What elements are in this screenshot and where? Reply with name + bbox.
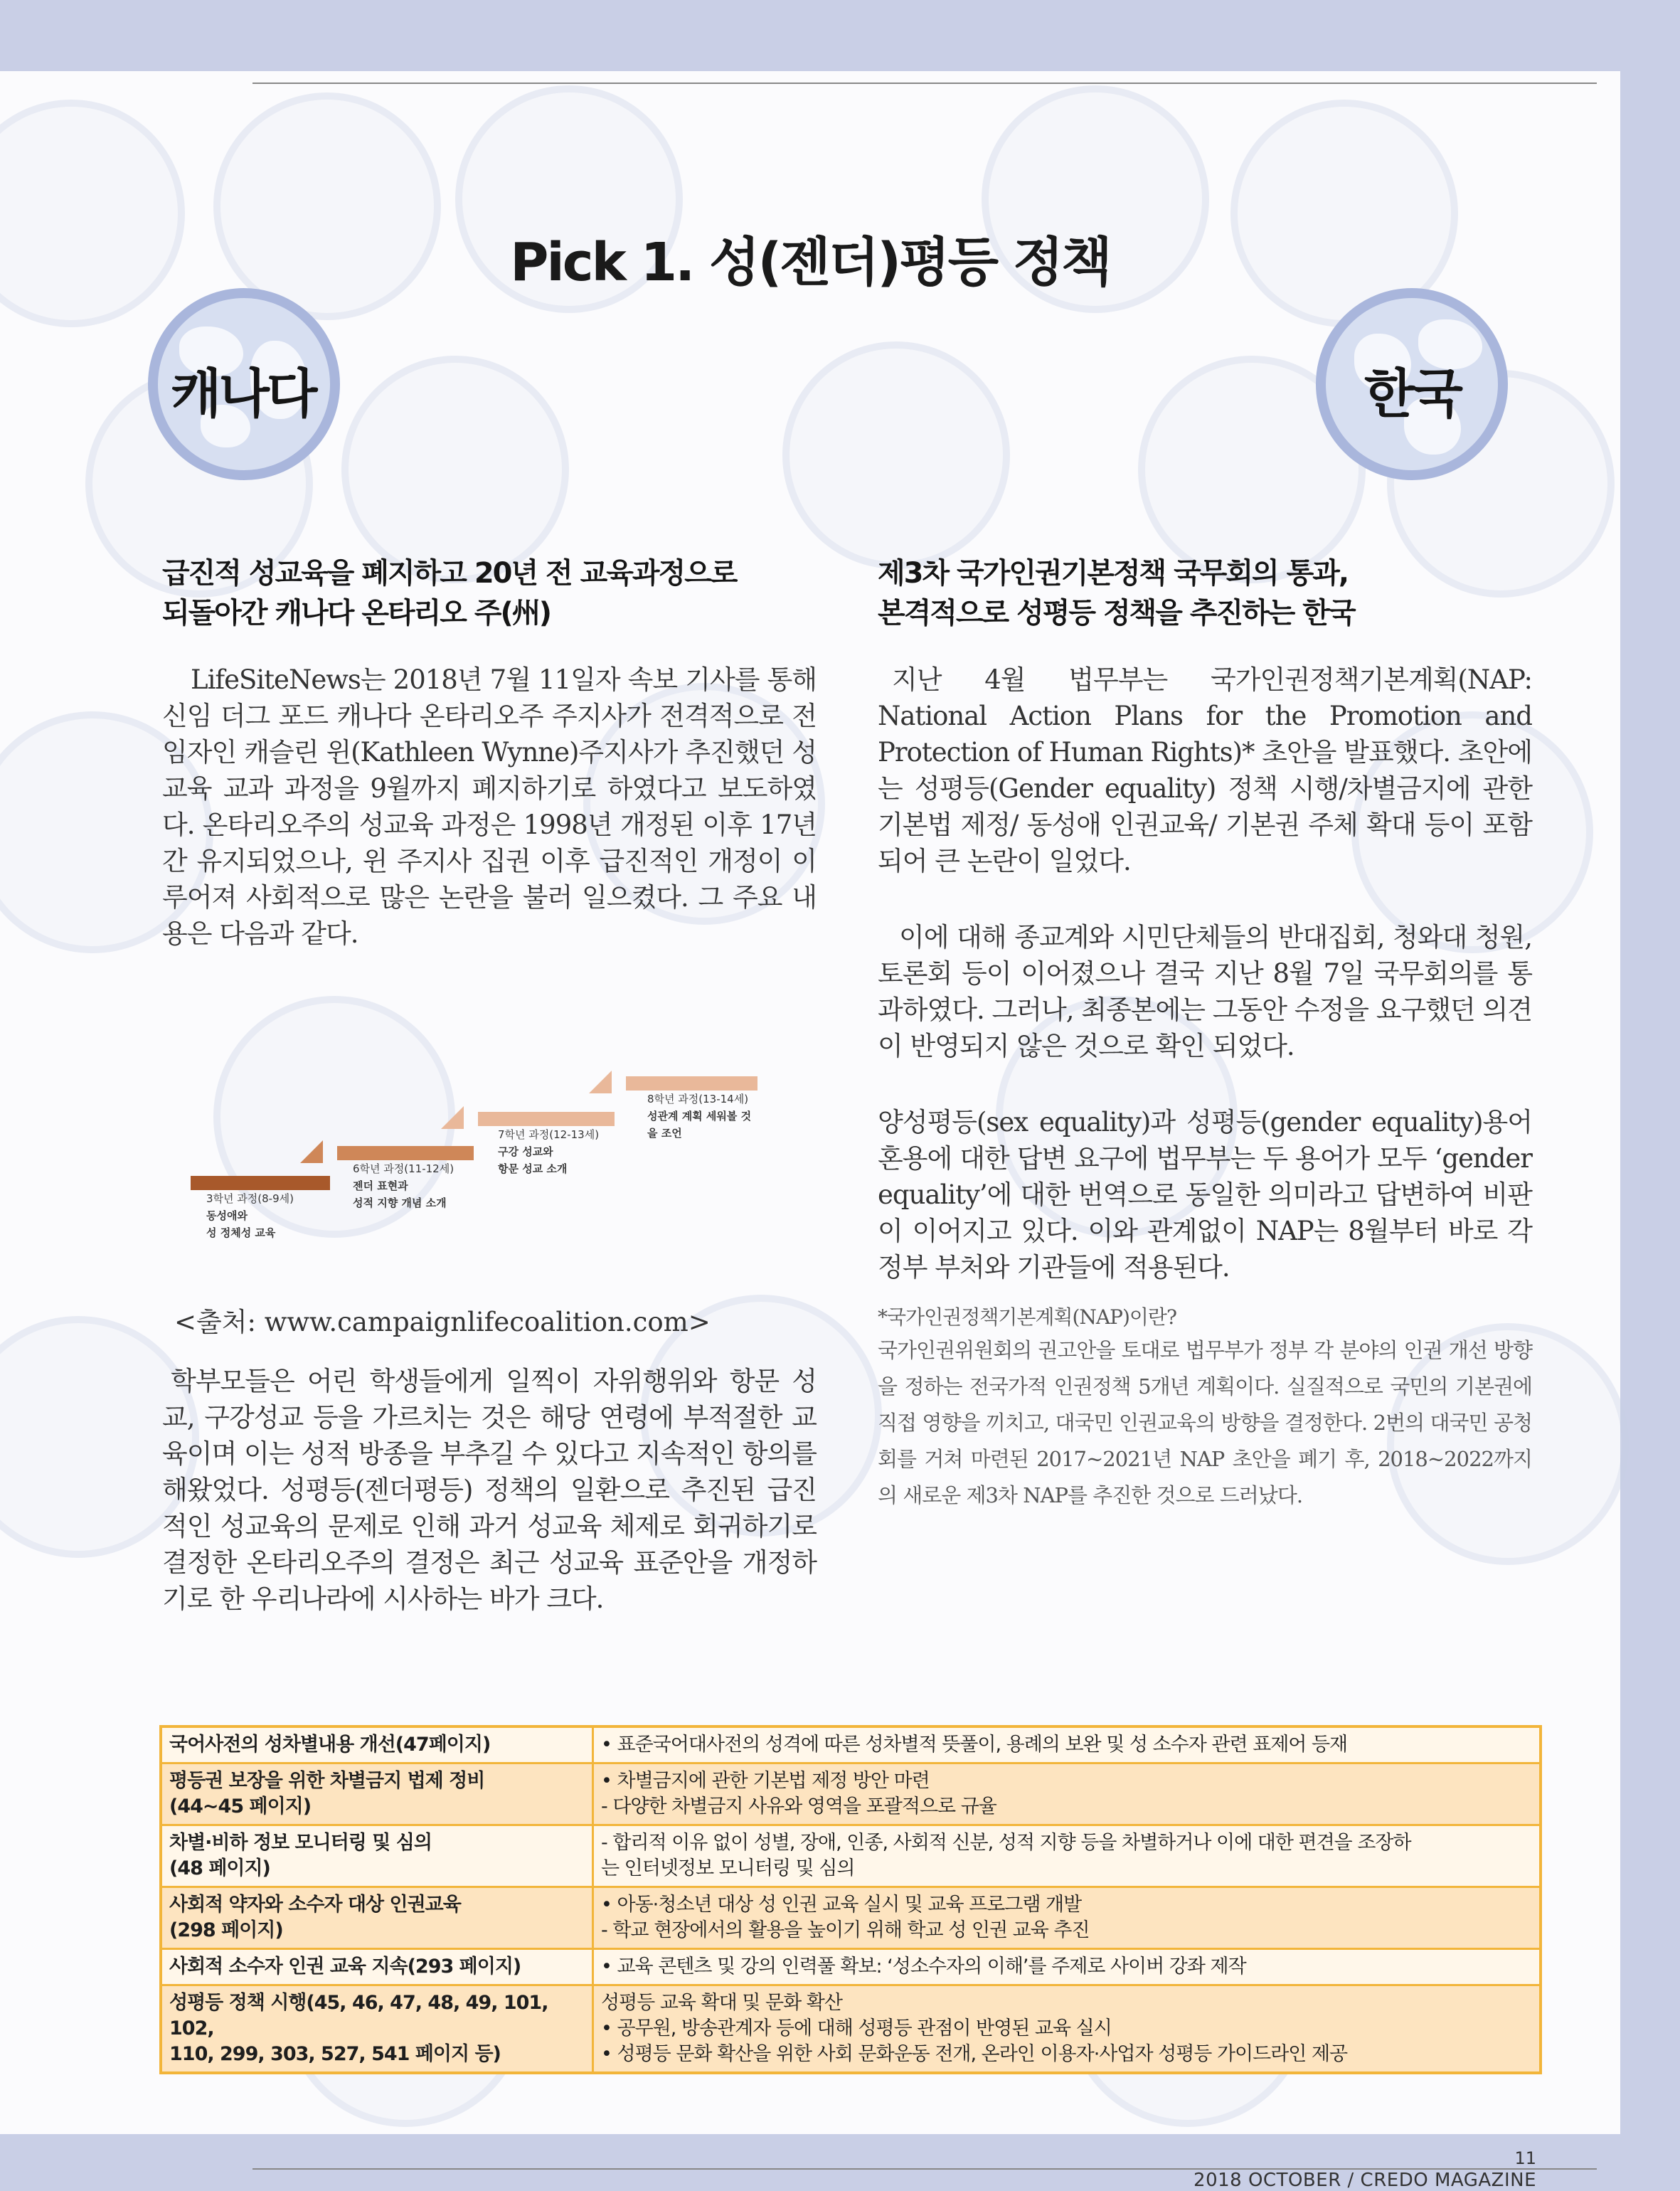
label-line: 평등권 보장을 위한 차별금지 법제 정비 xyxy=(169,1770,485,1792)
table-row-label xyxy=(161,1763,593,1825)
table-row-content xyxy=(593,1726,1541,1763)
table-row-content xyxy=(593,1825,1541,1887)
nap-note-text: 국가인권위원회의 권고안을 토대로 법무부가 정부 각 분야의 인권 개선 방향을 정하는 전국가적 인권정책 5개년 계획이다. 실질적으로 국민의 기본권에 직접 영향을 끼치고, 대국민 인권교육의 방향을 결정한다. 2번의 대국민 공청회를 거쳐 마련된 2017~2021년 NAP 초안을 폐기 후, 2018~2022까지의 새로운 제3차 NAP를 추진한 것으로 드러났다. xyxy=(878,1338,1532,1507)
step-8-topic-2: 을 조언 xyxy=(647,1127,682,1140)
step-7-triangle xyxy=(441,1106,464,1129)
content-line: • 교육 콘텐츠 및 강의 인력풀 확보: ‘성소수자의 이해’를 주제로 사이버 강좌 제작 xyxy=(601,1956,1246,1978)
label-line: (44~45 페이지) xyxy=(169,1795,312,1818)
table-row xyxy=(161,1887,1541,1949)
table-row-content xyxy=(593,1985,1541,2074)
step-6-topic-2: 성적 지향 개념 소개 xyxy=(353,1197,447,1209)
table-row-content xyxy=(593,1887,1541,1949)
step-3-bar xyxy=(191,1176,330,1190)
step-3-grade: 3학년 과정(8-9세) xyxy=(206,1192,294,1205)
label-line: (48 페이지) xyxy=(169,1857,270,1879)
step-6-text xyxy=(353,1160,495,1211)
right-paragraph-2: 이에 대해 종교계와 시민단체들의 반대집회, 청와대 청원, 토론회 등이 이어졌으나 결국 지난 8월 7일 국무회의를 통과하였다. 그러나, 최종본에는 그동안 수정을 요구했던 의견이 반영되지 않은 것으로 확인 되었다. xyxy=(878,922,1532,1061)
table-row xyxy=(161,1985,1541,2074)
content-line: - 다양한 차별금지 사유와 영역을 포괄적으로 규율 xyxy=(601,1795,996,1818)
table-row-content xyxy=(593,1763,1541,1825)
content-line: 는 인터넷정보 모니터링 및 심의 xyxy=(601,1857,855,1879)
badge-korea: 한국 xyxy=(1364,364,1460,425)
step-6-triangle xyxy=(300,1140,323,1163)
top-rule xyxy=(252,83,1597,84)
right-headline xyxy=(878,553,1561,633)
content-line: 성평등 교육 확대 및 문화 확산 xyxy=(601,1992,842,2014)
right-headline-line-1: 제3차 국가인권기본정책 국무회의 통과, xyxy=(878,557,1349,590)
footer-magazine-text: 2018 OCTOBER / CREDO MAGAZINE xyxy=(1193,2170,1536,2191)
left-headline-line-2: 되돌아간 캐나다 온타리오 주(州) xyxy=(162,597,551,630)
step-3-topic-1: 동성애와 xyxy=(206,1209,248,1222)
table-row-label xyxy=(161,1726,593,1763)
page-title: Pick 1. 성(젠더)평등 정책 xyxy=(510,232,1110,293)
table-row-label xyxy=(161,1985,593,2074)
step-8-grade: 8학년 과정(13-14세) xyxy=(647,1093,749,1105)
step-8-topic-1: 성관계 계획 세워볼 것 xyxy=(647,1110,752,1123)
policy-table xyxy=(159,1725,1542,2074)
step-6-grade: 6학년 과정(11-12세) xyxy=(353,1162,454,1175)
step-6-bar xyxy=(337,1146,474,1160)
table-row xyxy=(161,1763,1541,1825)
table-row xyxy=(161,1726,1541,1763)
table-row-label xyxy=(161,1949,593,1985)
step-7-text xyxy=(498,1126,633,1177)
content-line: • 공무원, 방송관계자 등에 대해 성평등 관점이 반영된 교육 실시 xyxy=(601,2017,1112,2039)
content-line: • 아동·청소년 대상 성 인권 교육 실시 및 교육 프로그램 개발 xyxy=(601,1894,1082,1916)
label-line: 성평등 정책 시행(45, 46, 47, 48, 49, 101, 102, xyxy=(169,1992,548,2039)
left-headline xyxy=(162,553,845,633)
table-row-label xyxy=(161,1825,593,1887)
content-line: • 표준국어대사전의 성격에 따른 성차별적 뜻풀이, 용례의 보완 및 성 소수자 관련 표제어 등재 xyxy=(601,1734,1348,1756)
bg-globe-decoration xyxy=(341,356,569,583)
left-body-2 xyxy=(162,1363,817,1617)
table-row-label xyxy=(161,1887,593,1949)
step-8-bar xyxy=(626,1076,757,1091)
left-headline-line-1: 급진적 성교육을 폐지하고 20년 전 교육과정으로 xyxy=(162,557,737,590)
right-body xyxy=(878,662,1532,1514)
badge-canada: 캐나다 xyxy=(171,364,315,425)
page-number: 11 xyxy=(1514,2148,1536,2168)
step-8-text xyxy=(647,1091,797,1142)
content-line: • 차별금지에 관한 기본법 제정 방안 마련 xyxy=(601,1770,930,1792)
table-row-content xyxy=(593,1949,1541,1985)
left-paragraph-1: LifeSiteNews는 2018년 7월 11일자 속보 기사를 통해 신임 더그 포드 캐나다 온타리오주 주지사가 전격적으로 전임자인 캐슬린 윈(Kathleen Wynne)주지사가 추진했던 성교육 교과 과정을 9월까지 폐지하기로 하였다고 보도하였다. 온타리오주의 성교육 과정은 1998년 개정된 이후 17년간 유지되었으나, 윈 주지사 집권 이후 급진적인 개정이 이루어져 사회적으로 많은 논란을 불러 일으켰다. 그 주요 내용은 다음과 같다. xyxy=(162,664,817,949)
right-paragraph-1: 지난 4월 법무부는 국가인권정책기본계획(NAP: National Action Plans for the Promotion and Protection of Human Rights)* 초안을 발표했다. 초안에는 성평등(Gender equality) 정책 시행/차별금지에 관한 기본법 제정/ 동성애 인권교육/ 기본권 주체 확대 등이 포함되어 큰 논란이 일었다. xyxy=(878,664,1532,876)
label-line: 사회적 약자와 소수자 대상 인권교육 xyxy=(169,1894,461,1916)
label-line: 국어사전의 성차별내용 개선(47페이지) xyxy=(169,1734,491,1756)
nap-note-title: *국가인권정책기본계획(NAP)이란? xyxy=(878,1305,1176,1329)
label-line: 사회적 소수자 인권 교육 지속(293 페이지) xyxy=(169,1956,521,1978)
right-paragraph-3: 양성평등(sex equality)과 성평등(gender equality)용어 혼용에 대한 답변 요구에 법무부는 두 용어가 모두 ‘gender equality’에 대한 번역으로 동일한 의미라고 답변하여 비판이 이어지고 있다. 이와 관계없이 NAP는 8월부터 바로 각 정부 부처와 기관들에 적용된다. xyxy=(878,1107,1532,1283)
step-6-topic-1: 젠더 표현과 xyxy=(353,1179,408,1192)
content-line: • 성평등 문화 확산을 위한 사회 문화운동 전개, 온라인 이용자·사업자 성평등 가이드라인 제공 xyxy=(601,2043,1348,2065)
grade-staircase xyxy=(185,1071,804,1284)
label-line: 110, 299, 303, 527, 541 페이지 등) xyxy=(169,2043,501,2065)
step-3-text xyxy=(206,1190,320,1241)
content-line: - 학교 현장에서의 활용을 높이기 위해 학교 성 인권 교육 추진 xyxy=(601,1919,1090,1941)
step-7-topic-2: 항문 성교 소개 xyxy=(498,1162,568,1175)
label-line: 차별·비하 정보 모니터링 및 심의 xyxy=(169,1832,432,1854)
left-paragraph-2: 학부모들은 어린 학생들에게 일찍이 자위행위와 항문 성교, 구강성교 등을 가르치는 것은 해당 연령에 부적절한 교육이며 이는 성적 방종을 부추길 수 있다고 지속적인 항의를 해왔었다. 성평등(젠더평등) 정책의 일환으로 추진된 급진적인 성교육의 문제로 인해 과거 성교육 체제로 회귀하기로 결정한 온타리오주의 결정은 최근 성교육 표준안을 개정하기로 한 우리나라에 시사하는 바가 크다. xyxy=(162,1366,817,1614)
step-7-bar xyxy=(478,1112,615,1126)
table-row xyxy=(161,1825,1541,1887)
page-frame xyxy=(0,71,1620,2191)
label-line: (298 페이지) xyxy=(169,1919,283,1941)
step-3-topic-2: 성 정체성 교육 xyxy=(206,1226,276,1239)
step-7-grade: 7학년 과정(12-13세) xyxy=(498,1128,600,1141)
step-7-topic-1: 구강 성교와 xyxy=(498,1145,553,1158)
content-line: - 합리적 이유 없이 성별, 장애, 인종, 사회적 신분, 성적 지향 등을 차별하거나 이에 대한 편견을 조장하 xyxy=(601,1832,1411,1854)
right-headline-line-2: 본격적으로 성평등 정책을 추진하는 한국 xyxy=(878,597,1355,630)
left-body-1 xyxy=(162,662,817,952)
source-caption: <출처: www.campaignlifecoalition.com> xyxy=(174,1307,711,1337)
bg-globe-decoration xyxy=(782,341,1010,569)
step-8-triangle xyxy=(589,1071,612,1093)
table-row xyxy=(161,1949,1541,1985)
